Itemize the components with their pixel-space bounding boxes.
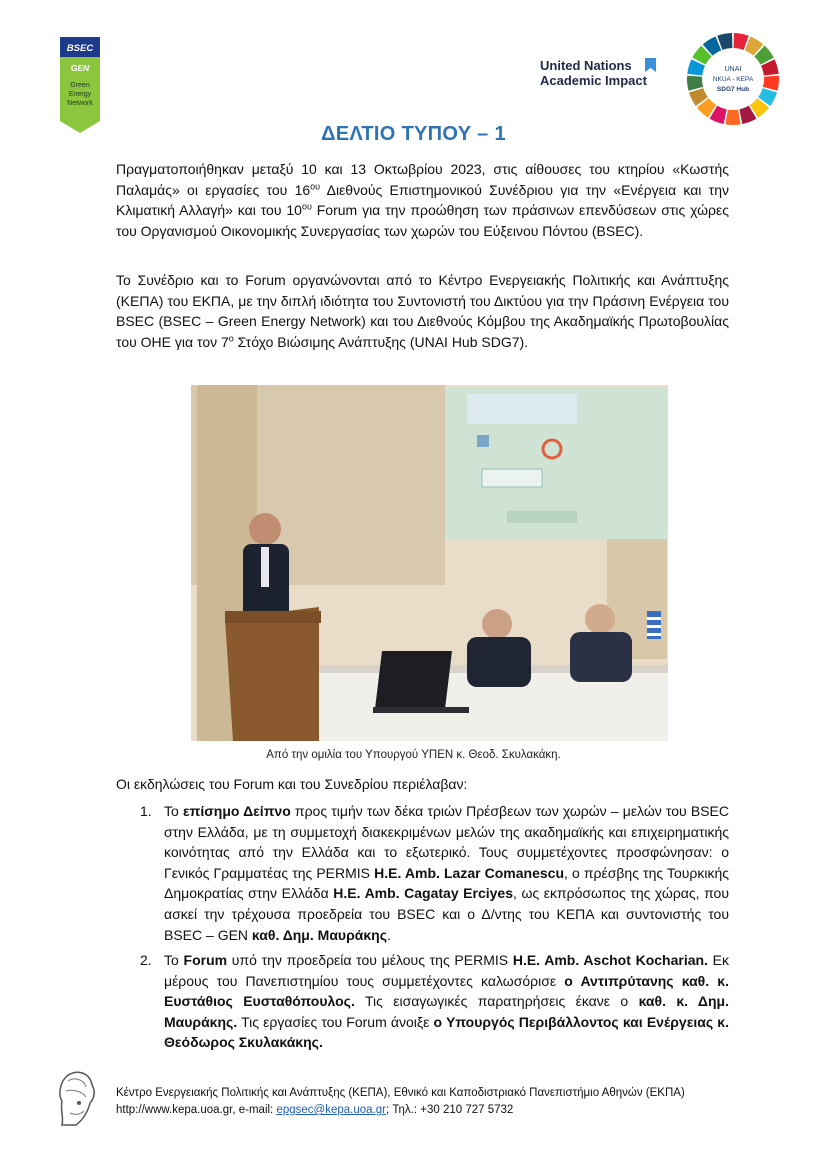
university-athena-logo (52, 1069, 100, 1131)
svg-text:UNAI: UNAI (724, 66, 742, 73)
footer-line1: Κέντρο Ενεργειακής Πολιτικής και Ανάπτυξης (ΚΕΠΑ), Εθνικό και Καποδιστριακό Πανεπιστήμιο Αθηνών (ΕΚΠΑ) (116, 1087, 685, 1099)
bookmark-icon (645, 58, 656, 72)
page-title: ΔΕΛΤΙΟ ΤΥΠΟΥ – 1 (321, 123, 506, 145)
email-link[interactable]: epgsec@kepa.uoa.gr (276, 1104, 386, 1116)
list-number: 2. (140, 952, 152, 968)
svg-text:Green: Green (70, 82, 90, 89)
list-intro: Οι εκδηλώσεις του Forum και του Συνεδρίου περιέλαβαν: (116, 776, 468, 792)
unai-sdg7-hub-logo (686, 32, 780, 126)
footer (116, 1085, 796, 1119)
footer-line2: http://www.kepa.uoa.gr, e-mail: epgsec@kepa.uoa.gr; Τηλ.: +30 210 727 5732 (116, 1104, 514, 1116)
list-text: Το Forum υπό την προεδρεία του μέλους της PERMIS H.E. Amb. Aschot Kocharian. Εκ μέρους του Πανεπιστημίου τους συμμετέχοντες καλωσόρισε ο Αντιπρύτανης καθ. κ. Ευστάθιος Ευσταθόπουλος. Τις εισαγωγικές παρατηρήσεις έκανε ο καθ. κ. Δημ. Μαυράκης. Τις εργασίες του Forum άνοιξε ο Υπουργός Περιβάλλοντος και Ενέργειας κ. Θεόδωρος Σκυλακάκης. (164, 952, 729, 1051)
un-academic-impact-logo (540, 58, 660, 98)
list-text: Το επίσημο Δείπνο προς τιμήν των δέκα τριών Πρέσβεων των χωρών – μελών του BSEC στην Ελλάδα, με τη συμμετοχή διακεκριμένων μελών της ακαδημαϊκής και επιχειρηματικής κοινότητας από την Ελλάδα και το εξωτερικό. Τους συμμετέχοντες προσφώνησαν: ο Γενικός Γραμματέας της PERMIS H.E. Amb. Lazar Comanescu, ο πρέσβης της Τουρκικής Δημοκρατίας στην Ελλάδα H.E. Amb. Cagatay Erciyes, ως εκπρόσωπος της χώρας, που ασκεί την τρέχουσα προεδρεία του BSEC και ο Δ/ντης του ΚΕΠΑ και συντονιστής του BSEC – GEN καθ. Δημ. Μαυράκης. (164, 803, 729, 943)
photo-caption: Από την ομιλία του Υπουργού ΥΠΕΝ κ. Θεοδ. Σκυλακάκη. (266, 749, 561, 761)
svg-text:BSEC: BSEC (66, 43, 94, 54)
paragraph-2: Το Συνέδριο και το Forum οργανώνονται από το Κέντρο Ενεργειακής Πολιτικής και Ανάπτυξης (ΚΕΠΑ) του ΕΚΠΑ, με την διπλή ιδιότητα του Συντονιστή του Δικτύου για την Πράσινη Ενέργεια του BSEC (BSEC – Green Energy Network) και του Διεθνούς Κόμβου της Ακαδημαϊκής Πρωτοβουλίας του ΟΗΕ για τον $7^o$ Στόχο Βιώσιμης Ανάπτυξης (UNAI Hub SDG7). (116, 272, 729, 350)
paragraph-1: Πραγματοποιήθηκαν μεταξύ 10 και 13 Οκτωβρίου 2023, στις αίθουσες του κτηρίου «Κωστής Παλαμάς» οι εργασίες του $16^{o\upsilon}$ Διεθνούς Επιστημονικού Συνέδριου για την «Ενέργεια και την Κλιματική Αλλαγή» και του $10^{o\upsilon}$ Forum για την προώθηση των πράσινων επενδύσεων στις χώρες του Οργανισμού Οικονομικής Συνεργασίας των χωρών του Εύξεινου Πόντου (BSEC). (116, 161, 729, 239)
svg-text:Network: Network (67, 100, 93, 107)
svg-text:GEN: GEN (70, 63, 90, 73)
sdg-wheel-segment (687, 76, 703, 91)
event-photo (177, 379, 685, 747)
list-number: 1. (140, 803, 152, 819)
un-logo-line2: Academic Impact (540, 73, 647, 88)
svg-text:SDG7 Hub: SDG7 Hub (716, 86, 750, 93)
bsec-gen-logo (60, 37, 100, 133)
un-logo-line1: United Nations (540, 58, 632, 73)
sdg-wheel-segment (763, 76, 779, 91)
svg-text:Energy: Energy (68, 91, 92, 98)
svg-text:NKUA - KEPA: NKUA - KEPA (712, 76, 754, 83)
